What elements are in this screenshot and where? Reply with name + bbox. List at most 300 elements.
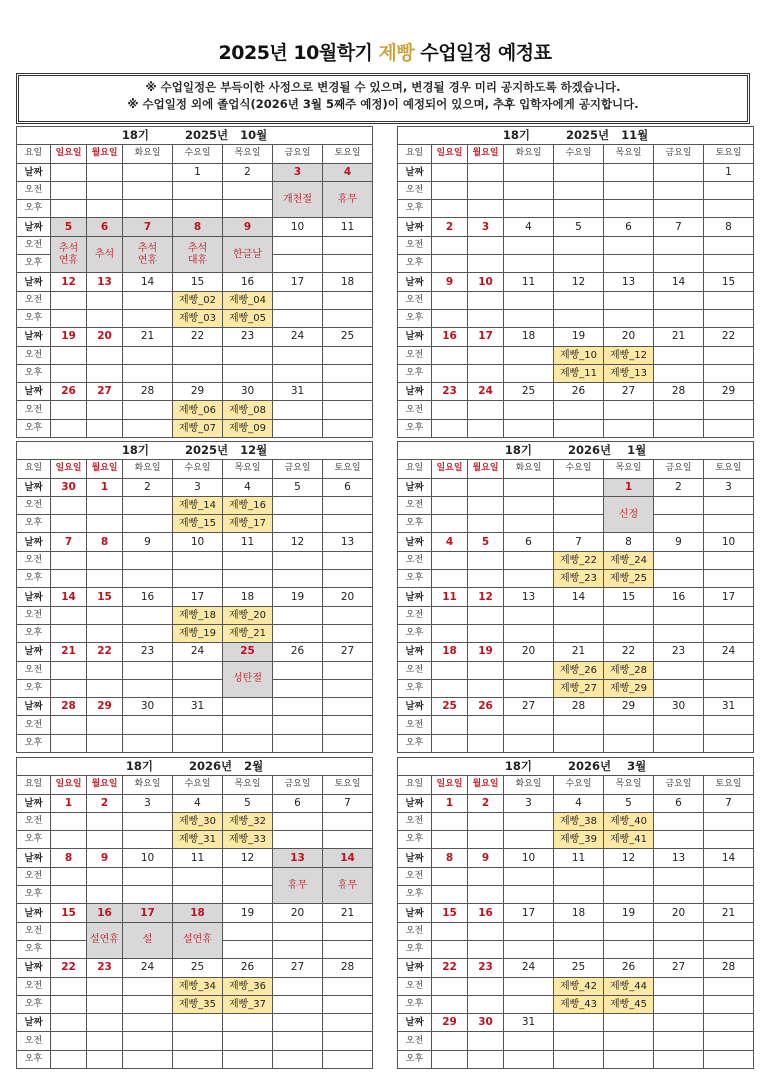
date-cell: 17 — [273, 273, 323, 291]
date-cell — [323, 1014, 373, 1032]
class-session-am — [554, 922, 604, 940]
class-session-pm — [504, 200, 554, 218]
class-session-pm — [323, 309, 373, 327]
date-cell: 20 — [323, 588, 373, 606]
date-cell: 18 — [432, 643, 468, 661]
date-cell: 13 — [654, 849, 704, 867]
weekday-header: 월요일 — [87, 776, 123, 794]
weekday-header: 일요일 — [432, 776, 468, 794]
class-session-pm — [704, 419, 754, 437]
class-session-am — [604, 867, 654, 885]
event-cell: 개천절 — [273, 181, 323, 218]
month-title: 18기 2025년 12월 — [17, 442, 373, 460]
am-row-label: 오전 — [17, 236, 51, 254]
date-cell: 6 — [87, 218, 123, 236]
class-session-am — [504, 922, 554, 940]
class-session-am — [468, 401, 504, 419]
class-session-am — [554, 1032, 604, 1050]
date-cell: 5 — [554, 218, 604, 236]
date-cell: 28 — [704, 959, 754, 977]
date-cell: 18 — [323, 273, 373, 291]
date-cell: 1 — [704, 163, 754, 181]
class-session-am — [323, 716, 373, 734]
notice-line: ※ 수업일정은 부득이한 사정으로 변경될 수 있으며, 변경될 경우 미리 공지하도록 하겠습니다. — [145, 80, 621, 94]
class-session-am — [173, 867, 223, 885]
date-cell: 9 — [468, 849, 504, 867]
class-session-am — [223, 922, 273, 940]
class-session-am — [704, 661, 754, 679]
am-row-label: 오전 — [398, 291, 432, 309]
class-session-pm — [87, 364, 123, 382]
weekday-header: 토요일 — [323, 145, 373, 163]
class-session-am — [604, 1032, 654, 1050]
class-session-pm — [468, 309, 504, 327]
date-cell: 18 — [173, 904, 223, 922]
class-session-am — [223, 346, 273, 364]
am-row-label: 오전 — [17, 716, 51, 734]
class-session-pm — [654, 624, 704, 642]
class-session-pm — [554, 309, 604, 327]
class-session-pm — [604, 624, 654, 642]
date-cell: 19 — [604, 904, 654, 922]
date-cell: 22 — [604, 643, 654, 661]
date-cell: 6 — [604, 218, 654, 236]
class-session-am — [654, 977, 704, 995]
date-row-label: 날짜 — [17, 794, 51, 812]
class-session-pm — [504, 995, 554, 1013]
class-session-pm — [323, 624, 373, 642]
class-session-pm — [123, 831, 173, 849]
weekday-header: 월요일 — [87, 460, 123, 478]
date-row-label: 날짜 — [17, 904, 51, 922]
class-session-am — [704, 551, 754, 569]
date-cell: 30 — [223, 383, 273, 401]
date-cell: 21 — [704, 904, 754, 922]
class-session-am — [323, 812, 373, 830]
date-cell: 16 — [468, 904, 504, 922]
date-cell: 26 — [604, 959, 654, 977]
class-session-pm — [323, 995, 373, 1013]
class-session-am — [323, 401, 373, 419]
class-session-pm — [654, 995, 704, 1013]
class-session-pm — [554, 255, 604, 273]
title-highlight: 제빵 — [378, 42, 415, 64]
class-session-am — [504, 551, 554, 569]
class-session-am — [704, 1032, 754, 1050]
class-session-pm — [704, 570, 754, 588]
date-row-label: 날짜 — [398, 328, 432, 346]
date-cell: 23 — [123, 643, 173, 661]
class-session-am — [654, 181, 704, 199]
class-session-pm — [468, 995, 504, 1013]
date-cell: 4 — [432, 533, 468, 551]
date-cell: 26 — [273, 643, 323, 661]
date-cell: 25 — [432, 698, 468, 716]
class-session-am — [273, 496, 323, 514]
date-cell: 29 — [87, 698, 123, 716]
date-cell: 22 — [432, 959, 468, 977]
class-session-pm — [504, 419, 554, 437]
class-session-am — [654, 551, 704, 569]
class-session-am — [51, 181, 87, 199]
class-session-pm: 제빵_15 — [173, 515, 223, 533]
pm-row-label: 오후 — [398, 364, 432, 382]
class-session-am — [704, 812, 754, 830]
date-cell: 1 — [51, 794, 87, 812]
class-session-pm — [223, 886, 273, 904]
class-session-am — [504, 181, 554, 199]
weekday-header: 일요일 — [432, 145, 468, 163]
class-session-am — [654, 812, 704, 830]
am-row-label: 오전 — [398, 496, 432, 514]
weekday-header: 요일 — [17, 145, 51, 163]
class-session-am — [273, 551, 323, 569]
class-session-pm — [704, 364, 754, 382]
date-cell: 12 — [604, 849, 654, 867]
date-cell — [323, 383, 373, 401]
class-session-am: 제빵_26 — [554, 661, 604, 679]
am-row-label: 오전 — [17, 1032, 51, 1050]
class-session-pm — [51, 200, 87, 218]
class-session-am — [432, 181, 468, 199]
class-session-pm — [51, 364, 87, 382]
class-session-pm — [273, 309, 323, 327]
class-session-pm — [273, 831, 323, 849]
class-session-am — [504, 1032, 554, 1050]
class-session-pm — [604, 734, 654, 752]
class-session-pm — [87, 831, 123, 849]
date-cell: 31 — [173, 698, 223, 716]
date-cell: 8 — [173, 218, 223, 236]
class-session-am — [123, 496, 173, 514]
class-session-am — [654, 867, 704, 885]
weekday-header: 목요일 — [604, 145, 654, 163]
date-cell: 12 — [273, 533, 323, 551]
class-session-am: 제빵_28 — [604, 661, 654, 679]
date-cell — [704, 1014, 754, 1032]
date-cell: 19 — [468, 643, 504, 661]
am-row-label: 오전 — [398, 551, 432, 569]
weekday-header: 수요일 — [554, 460, 604, 478]
class-session-pm — [504, 940, 554, 958]
pm-row-label: 오후 — [17, 515, 51, 533]
class-session-pm — [87, 886, 123, 904]
date-cell: 15 — [87, 588, 123, 606]
month-title: 18기 2026년 2월 — [17, 758, 373, 776]
class-session-pm — [123, 419, 173, 437]
am-row-label: 오전 — [17, 812, 51, 830]
class-session-pm — [704, 624, 754, 642]
class-session-am — [173, 551, 223, 569]
class-session-am — [704, 496, 754, 514]
class-session-pm — [504, 255, 554, 273]
class-session-pm — [87, 624, 123, 642]
date-cell: 16 — [223, 273, 273, 291]
class-session-pm — [504, 679, 554, 697]
am-row-label: 오전 — [17, 496, 51, 514]
class-session-am — [323, 1032, 373, 1050]
date-row-label: 날짜 — [398, 478, 432, 496]
class-session-am: 제빵_34 — [173, 977, 223, 995]
class-session-pm — [51, 570, 87, 588]
class-session-pm — [654, 734, 704, 752]
date-row-label: 날짜 — [17, 328, 51, 346]
class-session-am — [123, 867, 173, 885]
date-cell — [87, 1014, 123, 1032]
weekday-header: 일요일 — [51, 460, 87, 478]
class-session-am — [87, 496, 123, 514]
date-cell: 29 — [704, 383, 754, 401]
class-session-am — [468, 661, 504, 679]
date-cell — [504, 478, 554, 496]
date-row-label: 날짜 — [17, 533, 51, 551]
date-cell: 24 — [123, 959, 173, 977]
class-session-pm — [654, 831, 704, 849]
date-cell: 9 — [432, 273, 468, 291]
class-session-am — [654, 236, 704, 254]
class-session-pm — [273, 995, 323, 1013]
class-session-am — [123, 291, 173, 309]
class-session-pm — [554, 1050, 604, 1068]
class-session-pm — [273, 734, 323, 752]
class-session-pm — [173, 200, 223, 218]
pm-row-label: 오후 — [17, 309, 51, 327]
date-cell: 15 — [173, 273, 223, 291]
date-row-label: 날짜 — [398, 163, 432, 181]
class-session-am — [273, 716, 323, 734]
date-cell: 29 — [432, 1014, 468, 1032]
class-session-am — [87, 812, 123, 830]
class-session-pm — [323, 515, 373, 533]
date-row-label: 날짜 — [17, 698, 51, 716]
class-session-am — [87, 661, 123, 679]
date-cell: 6 — [504, 533, 554, 551]
event-cell: 신정 — [604, 496, 654, 533]
date-cell: 17 — [468, 328, 504, 346]
date-row-label: 날짜 — [398, 533, 432, 551]
date-cell: 13 — [504, 588, 554, 606]
weekday-header: 화요일 — [504, 460, 554, 478]
date-row-label: 날짜 — [17, 273, 51, 291]
date-cell: 30 — [654, 698, 704, 716]
class-session-am — [223, 867, 273, 885]
date-cell: 23 — [432, 383, 468, 401]
month-calendar — [16, 441, 373, 753]
date-row-label: 날짜 — [398, 218, 432, 236]
weekday-header: 일요일 — [51, 145, 87, 163]
class-session-am — [432, 606, 468, 624]
class-session-am: 제빵_22 — [554, 551, 604, 569]
class-session-am — [654, 661, 704, 679]
class-session-pm — [504, 570, 554, 588]
class-session-pm — [223, 940, 273, 958]
class-session-am — [273, 606, 323, 624]
class-session-pm — [554, 624, 604, 642]
class-session-am — [468, 496, 504, 514]
class-session-pm — [468, 515, 504, 533]
class-session-am — [323, 346, 373, 364]
class-session-am — [87, 867, 123, 885]
date-cell: 9 — [123, 533, 173, 551]
class-session-am — [173, 1032, 223, 1050]
date-cell: 3 — [704, 478, 754, 496]
date-cell: 13 — [604, 273, 654, 291]
class-session-pm — [323, 570, 373, 588]
class-session-am — [223, 716, 273, 734]
pm-row-label: 오후 — [398, 886, 432, 904]
class-session-am — [468, 716, 504, 734]
class-session-am — [223, 181, 273, 199]
class-session-pm — [504, 734, 554, 752]
event-cell: 휴무 — [323, 181, 373, 218]
date-cell: 27 — [87, 383, 123, 401]
class-session-am — [323, 496, 373, 514]
am-row-label: 오전 — [17, 867, 51, 885]
class-session-am — [504, 606, 554, 624]
date-cell — [273, 698, 323, 716]
am-row-label: 오전 — [17, 346, 51, 364]
weekday-header: 목요일 — [223, 460, 273, 478]
class-session-am — [604, 716, 654, 734]
date-cell: 3 — [123, 794, 173, 812]
date-cell: 1 — [604, 478, 654, 496]
class-session-am — [87, 291, 123, 309]
date-cell: 14 — [123, 273, 173, 291]
class-session-pm — [51, 1050, 87, 1068]
class-session-am — [504, 812, 554, 830]
date-cell: 5 — [604, 794, 654, 812]
month-calendar — [397, 126, 754, 438]
pm-row-label: 오후 — [398, 1050, 432, 1068]
class-session-pm — [123, 200, 173, 218]
class-session-am: 제빵_20 — [223, 606, 273, 624]
date-row-label: 날짜 — [17, 643, 51, 661]
pm-row-label: 오후 — [17, 734, 51, 752]
class-session-pm — [432, 886, 468, 904]
class-session-pm — [704, 200, 754, 218]
date-cell — [504, 163, 554, 181]
date-cell: 4 — [323, 163, 373, 181]
pm-row-label: 오후 — [17, 995, 51, 1013]
weekday-header: 월요일 — [468, 776, 504, 794]
pm-row-label: 오후 — [17, 1050, 51, 1068]
class-session-am — [704, 716, 754, 734]
class-session-am — [604, 922, 654, 940]
month-calendar — [397, 441, 754, 753]
date-cell: 30 — [51, 478, 87, 496]
class-session-am: 제빵_02 — [173, 291, 223, 309]
class-session-pm — [704, 886, 754, 904]
date-cell — [323, 698, 373, 716]
pm-row-label: 오후 — [398, 200, 432, 218]
date-cell: 23 — [468, 959, 504, 977]
class-session-pm: 제빵_43 — [554, 995, 604, 1013]
class-session-am — [51, 977, 87, 995]
class-session-am — [554, 606, 604, 624]
date-cell: 20 — [604, 328, 654, 346]
class-session-pm — [223, 734, 273, 752]
class-session-am — [432, 496, 468, 514]
am-row-label: 오전 — [17, 181, 51, 199]
class-session-am — [223, 551, 273, 569]
date-cell: 17 — [504, 904, 554, 922]
date-cell: 15 — [604, 588, 654, 606]
class-session-am — [123, 346, 173, 364]
class-session-pm — [468, 831, 504, 849]
pm-row-label: 오후 — [398, 309, 432, 327]
class-session-am — [273, 812, 323, 830]
class-session-am — [273, 922, 323, 940]
pm-row-label: 오후 — [17, 886, 51, 904]
am-row-label: 오전 — [398, 661, 432, 679]
date-cell: 11 — [323, 218, 373, 236]
date-row-label: 날짜 — [398, 1014, 432, 1032]
class-session-pm — [173, 364, 223, 382]
class-session-pm — [87, 200, 123, 218]
class-session-pm — [51, 940, 87, 958]
date-cell: 22 — [173, 328, 223, 346]
date-cell: 9 — [654, 533, 704, 551]
class-session-am — [432, 291, 468, 309]
date-cell: 7 — [123, 218, 173, 236]
date-cell: 24 — [173, 643, 223, 661]
class-session-am — [654, 496, 704, 514]
date-cell: 21 — [323, 904, 373, 922]
date-cell: 11 — [432, 588, 468, 606]
class-session-pm — [654, 1050, 704, 1068]
class-session-pm — [504, 309, 554, 327]
class-session-am: 제빵_16 — [223, 496, 273, 514]
date-row-label: 날짜 — [398, 273, 432, 291]
class-session-pm — [123, 570, 173, 588]
class-session-pm — [51, 515, 87, 533]
class-session-am — [554, 291, 604, 309]
date-cell: 17 — [173, 588, 223, 606]
class-session-pm — [554, 886, 604, 904]
class-session-pm — [273, 570, 323, 588]
weekday-header: 월요일 — [468, 460, 504, 478]
date-cell: 27 — [654, 959, 704, 977]
class-session-am — [51, 401, 87, 419]
class-session-am — [432, 401, 468, 419]
class-session-am — [87, 606, 123, 624]
date-cell: 3 — [173, 478, 223, 496]
date-cell: 30 — [468, 1014, 504, 1032]
class-session-am — [123, 716, 173, 734]
weekday-header: 토요일 — [323, 460, 373, 478]
date-cell: 12 — [51, 273, 87, 291]
weekday-header: 목요일 — [604, 776, 654, 794]
date-cell: 27 — [504, 698, 554, 716]
event-cell: 추석 — [87, 236, 123, 273]
class-session-am — [273, 401, 323, 419]
class-session-am — [554, 867, 604, 885]
date-cell: 23 — [223, 328, 273, 346]
event-cell: 설연휴 — [173, 922, 223, 959]
class-session-pm — [273, 940, 323, 958]
date-cell: 24 — [273, 328, 323, 346]
class-session-pm — [432, 255, 468, 273]
class-session-am — [504, 496, 554, 514]
class-session-am — [432, 812, 468, 830]
class-session-pm — [432, 309, 468, 327]
date-cell: 21 — [123, 328, 173, 346]
class-session-am — [468, 291, 504, 309]
title-suffix: 수업일정 예정표 — [414, 42, 552, 64]
pm-row-label: 오후 — [398, 570, 432, 588]
date-cell: 10 — [468, 273, 504, 291]
class-session-pm — [468, 364, 504, 382]
